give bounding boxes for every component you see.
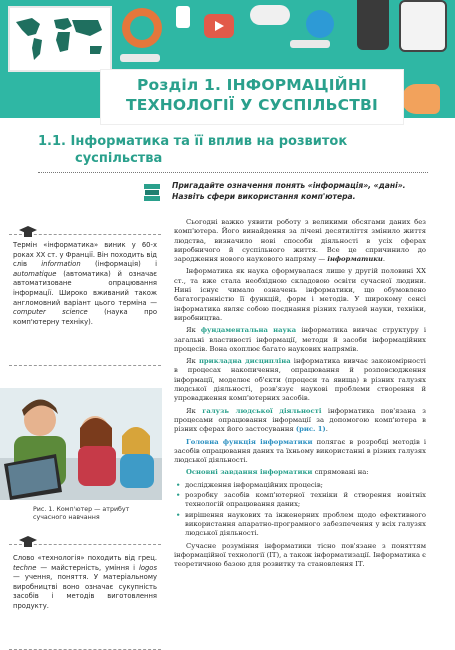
list-item: • розробку засобів комп'ютерної техніки й створення новітніх технологій опрацювання даних;	[174, 491, 426, 510]
paragraph: Як прикладна дисципліна інформатика вивчає закономірності в процесах накопичення, опрацювання й розповсюдження інформації, моделює об'єкти (процеси та явища) в різних галузях людської діяльності, розв'язує наукові проблеми створення й упровадження комп'ютерних засобів.	[174, 357, 426, 403]
books-icon	[143, 181, 161, 203]
paragraph: Інформатика як наука сформувалася лише у другій половині XX ст., та вже стала необхідною складовою освіти сучасної людини. Нині існує чимало означень інформатики, що обумовлено багатогранністю її функцій, форм і методів. У широкому сенсі інформатика являє собою поєднання різних галузей науки, техніки, виробництва.	[174, 267, 426, 322]
section-title-line2: суспільства	[75, 151, 163, 166]
chapter-title-line2: ТЕХНОЛОГІЇ У СУСПІЛЬСТВІ	[126, 96, 378, 114]
section-divider	[38, 172, 428, 173]
graduation-cap-icon	[19, 536, 37, 549]
task-prompt: Пригадайте означення понять «інформація», «дані». Назвіть сфери використання комп'ютера.	[172, 181, 406, 201]
chapter-title-line1: Розділ 1. ІНФОРМАЦІЙНІ	[137, 76, 367, 94]
main-text	[174, 218, 426, 572]
hand-illustration	[402, 84, 440, 114]
figure-caption: Рис. 1. Комп'ютер — атрибут сучасного навчання	[33, 506, 130, 521]
paragraph: Сьогодні важко уявити роботу з великими обсягами даних без комп'ютера. Його винайдення за лічені десятиліття змінило життя людства, визначило нові способи діяльності в усіх сферах виробничого й суспільного життя. Все це спричинило до зародження нового наукового напряму — інформатики.	[174, 218, 426, 264]
students-with-laptop-photo	[0, 388, 162, 500]
paragraph: Основні завдання інформатики спрямовані на:	[186, 468, 369, 477]
list-item: • вирішення наукових та інженерних проблем щодо ефективного використання апаратно-програмного забезпечення у всіх галузях людської діяльності.	[174, 511, 426, 539]
section-title	[38, 133, 418, 167]
section-title-line1: 1.1. Інформатика та її вплив на розвиток	[38, 134, 348, 149]
chat-bubble-icon	[250, 5, 290, 25]
paragraph: Сучасне розуміння інформатики тісно пов'язане з поняттям інформаційної технології (ІТ), а також інформатизації. Інформатика є теоретичною базою для розвитку та становлення ІТ.	[174, 541, 426, 569]
smartphone-illustration	[357, 0, 389, 50]
world-map-illustration	[8, 6, 112, 72]
tasks-list	[174, 481, 426, 539]
paragraph: Як галузь людської діяльності інформатика пов'язана з процесами опрацювання інформації за допомогою комп'ютера в різних сферах його застосування (рис. 1).	[174, 406, 426, 434]
sidebar-term-note: Термін «інформатика» виник у 60-х роках XX ст. у Франції. Він походить від слів information (інформація) і automatique (автоматика) й означає автоматизоване опрацювання інформації. Широко вживаний також англомовний варіант цього терміна — computer science (наука про комп'ютерну техніку).	[9, 234, 161, 366]
list-item: • дослідження інформаційних процесів;	[174, 481, 426, 490]
graduation-cap-icon	[19, 226, 37, 239]
paragraph: Як фундаментальна наука інформатика вивчає структуру і загальні властивості інформації, методи й засоби інформаційних процесів. Вона охоплює багато наукових напрямів.	[174, 326, 426, 353]
sidebar-technology-note: Слово «технологія» походить від грец. techne — майстерність, уміння і logos — учення, поняття. У матеріальному виробництві воно означає сукупність засобів і методів виготовлення продукту.	[9, 544, 161, 650]
skype-icon	[306, 10, 334, 38]
chapter-title-card	[101, 70, 403, 124]
paragraph: Головна функція інформатики полягає в розробці методів і засобів опрацювання даних та їхньому використанні в різних галузях людської діяльності.	[174, 437, 426, 465]
